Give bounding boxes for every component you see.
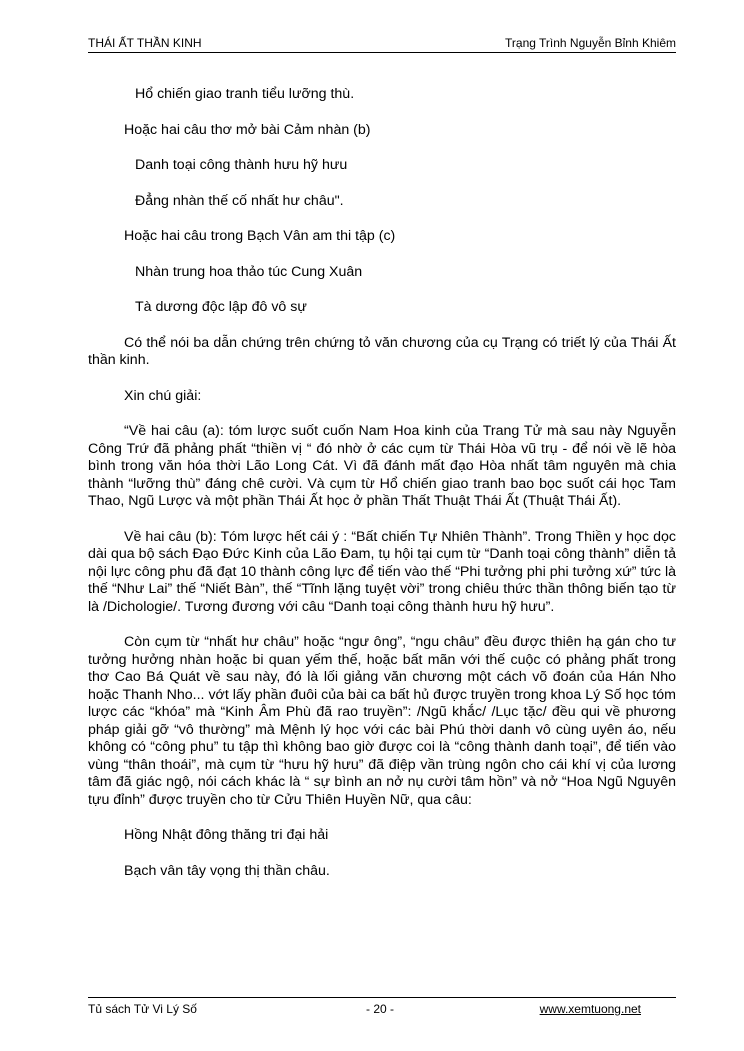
verse-line: Danh toại công thành hưu hỹ hưu <box>135 157 348 173</box>
running-footer <box>88 1002 676 1018</box>
footer-series: Tủ sách Tử Vi Lý Số <box>88 1002 197 1016</box>
paragraph: Có thể nói ba dẫn chứng trên chứng tỏ văn chương của cụ Trạng có triết lý của Thái Ất thần kinh. <box>88 334 676 368</box>
verse-line: Hổ chiến giao tranh tiểu lưỡng thù. <box>135 86 355 102</box>
verse-line: Nhàn trung hoa thảo túc Cung Xuân <box>135 263 363 280</box>
running-header <box>88 32 676 50</box>
footer-website-link[interactable]: www.xemtuong.net <box>539 1002 641 1016</box>
footer-rule <box>88 997 676 998</box>
paragraph: Hoặc hai câu trong Bạch Vân am thi tập (c) <box>124 228 396 244</box>
header-book-title: THÁI ẤT THẦN KINH <box>88 36 202 50</box>
header-rule <box>88 52 676 53</box>
paragraph: “Về hai câu (a): tóm lược suốt cuốn Nam Hoa kinh của Trang Tử mà sau này Nguyễn Công Trứ đã phảng phất “thiền vị “ đó nhờ ở các cụm từ Thái Hòa vũ trụ - để nói về lẽ hòa bình trong văn hóa thời Lão Long Cát. Vì đã đánh mất đạo Hòa nhất tâm nguyên mà chia thành “lưỡng thù” đáng chê cười. Và cụm từ Hổ chiến giao tranh bao bọc suốt cái học Tam Thao, Ngũ Lược và một phần Thái Ất học ở phần Thất Thuật Thái Ất (Thuật Thái Ất). <box>88 423 676 509</box>
page-number: - 20 - <box>366 1002 395 1016</box>
verse-line: Tà dương độc lập đô vô sự <box>135 299 307 315</box>
verse-line: Hồng Nhật đông thăng tri đại hải <box>124 827 329 843</box>
paragraph: Hoặc hai câu thơ mở bài Cảm nhàn (b) <box>124 121 371 138</box>
paragraph: Còn cụm từ “nhất hư châu” hoặc “ngư ông”, “ngu châu” đều được thiên hạ gán cho tư tưởng hưởng nhàn hoặc bi quan yếm thế, hoặc bất mãn với thế cuộc có phảng phất trong thơ Cao Bá Quát về sau này, đó là lối giảng văn chương một cách võ đoán của Hán Nho hoặc Thanh Nho... vớt lấy phần đuôi của bài ca bất hủ được truyền trong khoa Lý Số học tóm lược các “khóa” mà “Kinh Âm Phù đã rao truyền”: /Ngũ khắc/ /Lục tặc/ đều qui về phương pháp giải gỡ “vô thường” mà Mệnh lý học với các bài Phú thời danh vô cùng uyên áo, nếu không có “công phu” tu tập thì không bao giờ được coi là “công thành danh toại”, để tiến vào vùng “thân thoái”, mà cụm từ “hưu hỹ hưu” đã điệp vần trùng ngôn cho cái khí vị của lương tâm đã giác ngộ, nói cách khác là “ sự bình an nở nụ cười tâm hồn” và nở “Hoa Ngũ Nguyên tựu đỉnh” được truyền cho từ Cửu Thiên Huyền Nữ, qua câu: <box>88 634 676 808</box>
paragraph: Về hai câu (b): Tóm lược hết cái ý : “Bất chiến Tự Nhiên Thành”. Trong Thiền y học dọc dài qua bộ sách Đạo Đức Kinh của Lão Đam, tụ hội tại cụm từ “Danh toại công thành” diễn tả nội lực công phu đã đạt 10 thành công lực để tiến vào thế “Phi tưởng phi phi tưởng xứ” tức là thế “Như Lai” thế “Niết Bàn”, thế “Tĩnh lặng tuyệt vời” trong chiêu thức thần thông biến tạo từ là /Dichologie/. Tương đương với câu “Danh toại công thành hưu hỹ hưu”. <box>88 528 676 615</box>
paragraph: Xin chú giải: <box>124 387 202 404</box>
verse-line: Đẳng nhàn thế cố nhất hư châu". <box>135 192 344 209</box>
verse-line: Bạch vân tây vọng thị thần châu. <box>124 862 330 879</box>
document-body <box>88 86 676 880</box>
header-author: Trạng Trình Nguyễn Bỉnh Khiêm <box>505 36 676 50</box>
